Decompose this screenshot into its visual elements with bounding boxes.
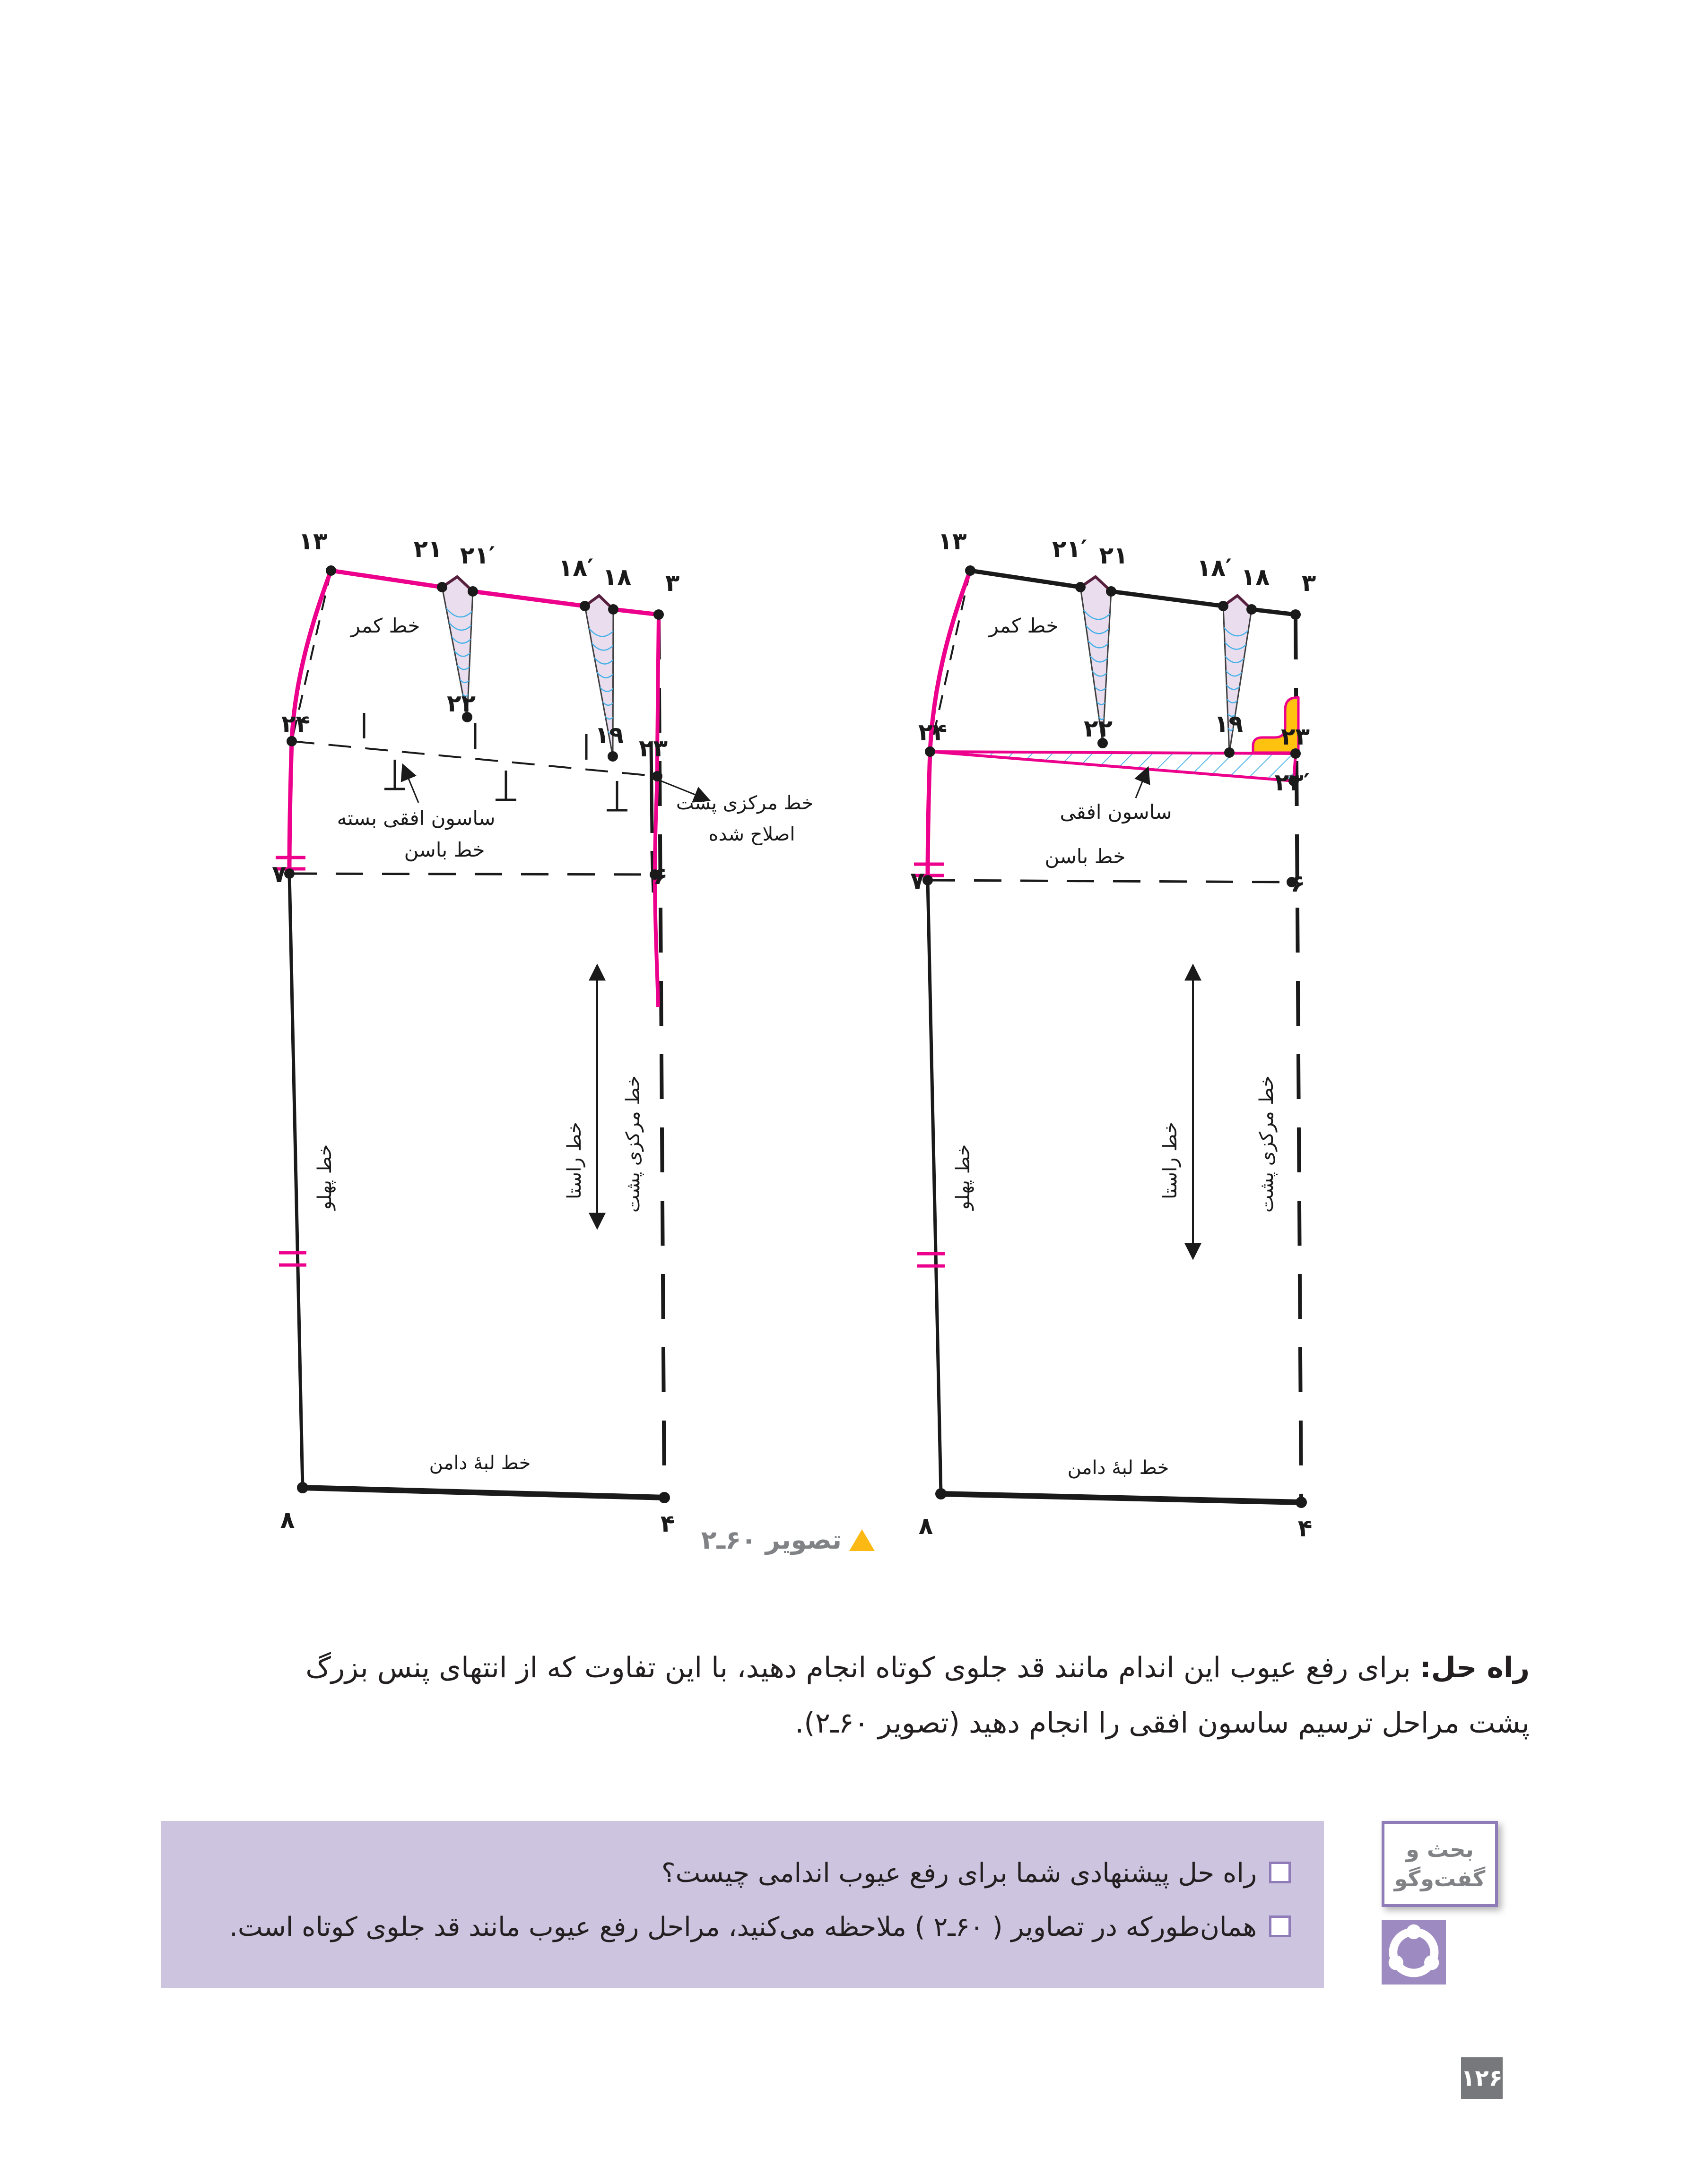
- solution-line2: پشت مراحل ترسیم ساسون افقی را انجام دهید (تصویر ۶۰ـ۲).: [795, 1707, 1530, 1740]
- center-back-label: خط مرکزی پشت: [622, 1075, 644, 1213]
- point-label: ۱۸: [1241, 563, 1270, 591]
- grain-line-label: خط راستا: [564, 1122, 585, 1199]
- horizontal-dart-label: ساسون افقی: [1060, 800, 1172, 823]
- hem-line-label: خط لبهٔ دامن: [429, 1452, 531, 1474]
- point-label: ۱۳: [938, 528, 967, 555]
- point-label: ۳: [1301, 569, 1316, 597]
- side-seam-lower: [928, 880, 941, 1494]
- point-label: ۱۸: [602, 563, 632, 591]
- point-label: ۲۲: [447, 690, 476, 717]
- caption-text: تصویر ۶۰ـ۲: [701, 1525, 842, 1555]
- corrected-center-back-label: خط مرکزی پشت: [676, 792, 814, 814]
- point-label: ۲۱′: [460, 542, 496, 569]
- diagram-corrected-back-skirt: [272, 528, 813, 1537]
- hip-line-label: خط باسن: [1044, 845, 1126, 868]
- hem-line: [941, 1494, 1301, 1502]
- point-label: ۶: [1290, 870, 1305, 897]
- waist-line-label: خط کمر: [350, 614, 420, 637]
- side-line-label: خط پهلو: [314, 1144, 336, 1210]
- solution-lead: راه حل:: [1419, 1651, 1530, 1684]
- people-group-icon: [1382, 1920, 1446, 1985]
- point-label: ۲۳: [1280, 723, 1310, 750]
- point-label: ۷: [910, 867, 925, 894]
- figure-caption: [676, 1525, 875, 1555]
- grain-line-label: خط راستا: [1159, 1122, 1181, 1199]
- point-label: ۴: [660, 1510, 675, 1537]
- square-bullet-icon: [1269, 1862, 1291, 1883]
- waist-line-label: خط کمر: [989, 614, 1059, 637]
- hip-line: [928, 880, 1292, 882]
- corrected-center-back-line: [655, 615, 659, 1007]
- hem-line: [303, 1488, 664, 1498]
- point-label: ۲۴: [918, 719, 948, 746]
- corrected-center-back-label2: اصلاح شده: [708, 823, 795, 845]
- point-label: ۲۳: [638, 735, 668, 762]
- point-label: ۸: [918, 1512, 933, 1540]
- page-number: ۱۲۶: [1461, 2057, 1503, 2099]
- hem-line-label: خط لبهٔ دامن: [1067, 1457, 1169, 1479]
- point-label: ۱۹: [1214, 710, 1244, 737]
- point-label: ۶: [653, 862, 668, 890]
- point-label: ۱۹: [595, 721, 624, 749]
- discussion-item: [180, 1857, 1291, 1890]
- side-seam-lower: [289, 874, 303, 1488]
- discussion-people-icon: [1382, 1920, 1446, 1985]
- diagram-horizontal-dart-back-skirt: [910, 528, 1316, 1542]
- side-line-label: خط پهلو: [952, 1144, 974, 1210]
- point-label: ۱۸′: [1196, 554, 1232, 581]
- discussion-box: [161, 1821, 1324, 1988]
- point-label: ۲۱′: [1052, 535, 1088, 563]
- discussion-item-text: همان‌طورکه در تصاویر ( ۶۰ـ۲ ) ملاحظه می‌کنید، مراحل رفع عیوب مانند قد جلوی کوتاه است.: [229, 1912, 1257, 1942]
- center-back-label: خط مرکزی پشت: [1256, 1075, 1278, 1213]
- discussion-item-text: راه حل پیشنهادی شما برای رفع عیوب اندامی چیست؟: [661, 1858, 1257, 1889]
- square-bullet-icon: [1269, 1915, 1291, 1937]
- point-label: ۳: [665, 569, 680, 597]
- discussion-badge-line2: گفت‌وگو: [1394, 1866, 1486, 1891]
- annotation-arrow: [1136, 768, 1148, 798]
- pattern-points: [922, 565, 1307, 1508]
- discussion-item: [180, 1911, 1291, 1944]
- point-label: ۱۸′: [558, 554, 594, 581]
- hip-line-label: خط باسن: [404, 838, 485, 861]
- point-label: ۲۲: [1084, 715, 1113, 742]
- point-label: ۱۳: [298, 528, 328, 555]
- point-label: ۸: [280, 1506, 295, 1534]
- annotation-arrow: [403, 765, 418, 803]
- point-label: ۲۳′: [1274, 769, 1310, 796]
- point-label: ۷: [272, 860, 287, 888]
- hip-line: [289, 874, 655, 875]
- point-label: ۲۱: [413, 535, 443, 563]
- caption-triangle-icon: [849, 1529, 875, 1551]
- discussion-badge-line1: بحث و: [1406, 1836, 1474, 1862]
- closed-horizontal-dart-label: ساسون افقی بسته: [337, 806, 496, 830]
- point-label: ۴: [1297, 1515, 1313, 1542]
- point-label: ۲۱: [1099, 542, 1128, 569]
- solution-line1: برای رفع عیوب این اندام مانند قد جلوی کوتاه انجام دهید، با این تفاوت که از انتهای پنس بزرگ: [305, 1651, 1411, 1684]
- solution-paragraph: [173, 1640, 1530, 1751]
- discussion-badge: [1382, 1821, 1498, 1907]
- point-label: ۲۴: [281, 710, 311, 737]
